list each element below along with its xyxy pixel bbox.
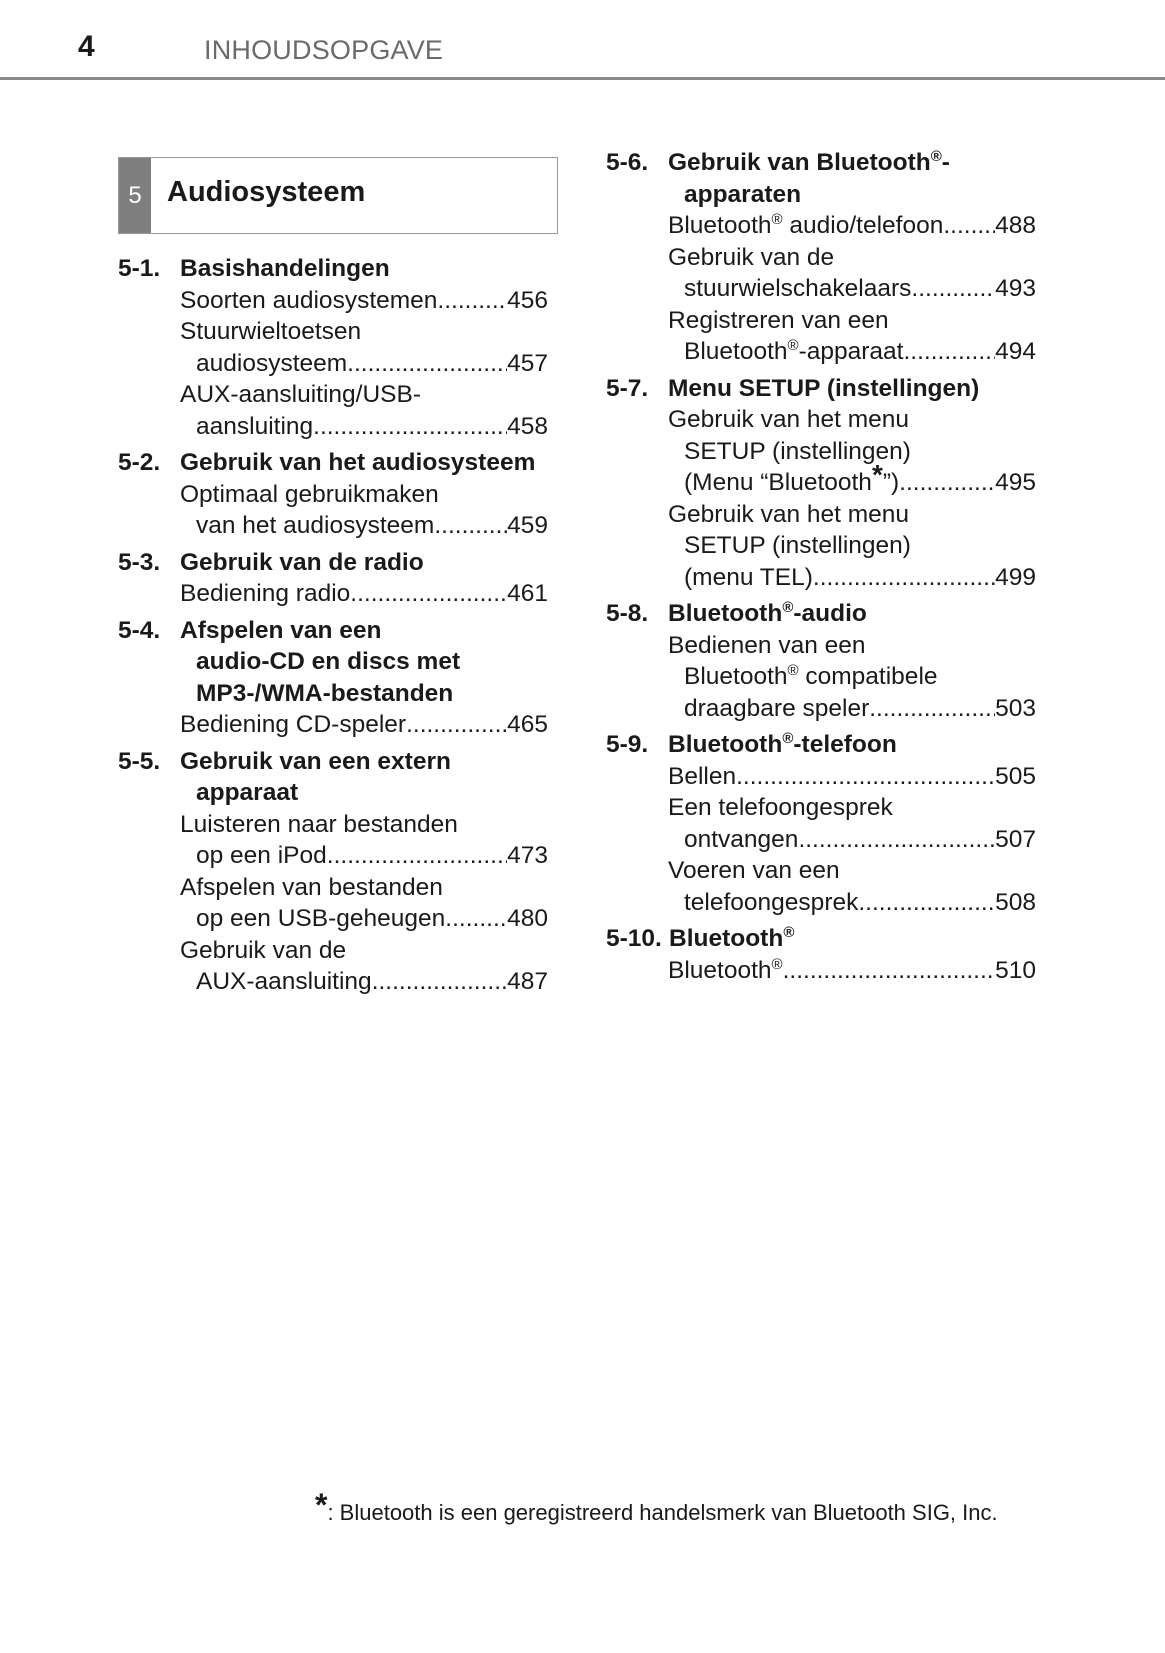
section-number: 5-7. <box>606 374 649 402</box>
entry-text: aansluiting <box>196 412 314 440</box>
toc-section-5-10 <box>606 923 1036 986</box>
registered-mark: ® <box>787 337 799 354</box>
entry-text: stuurwielschakelaars <box>684 275 912 302</box>
header-title: INHOUDSOPGAVE <box>204 35 444 65</box>
registered-mark: ® <box>771 211 783 228</box>
page-ref: 465 <box>507 711 548 738</box>
section-title <box>180 615 548 710</box>
entry-text: Gebruik van de <box>668 243 835 271</box>
entry-text-part: audio/telefoon <box>782 212 944 239</box>
section-number: 5-2. <box>118 449 161 476</box>
leader-dots <box>434 510 507 542</box>
page-ref: 503 <box>995 694 1036 722</box>
section-title: Menu SETUP (instellingen) <box>668 374 980 402</box>
section-title-line: Gebruik van Bluetooth <box>668 149 931 176</box>
page-ref: 461 <box>507 580 548 607</box>
toc-entry[interactable] <box>118 935 548 998</box>
page-ref: 473 <box>507 842 548 869</box>
leader-dots <box>798 824 995 856</box>
entry-text: op een iPod <box>196 842 327 869</box>
entry-text: (menu TEL) <box>684 563 813 591</box>
section-number: 5-9. <box>606 731 649 758</box>
entry-text: Bedienen van een <box>668 631 866 659</box>
entry-text <box>668 210 943 242</box>
entry-text <box>668 661 1036 693</box>
section-title-line: Afspelen van een <box>180 616 382 644</box>
entry-text-part: compatibele <box>798 663 938 690</box>
toc-entry[interactable] <box>118 709 548 741</box>
page-ref: 493 <box>995 275 1036 302</box>
chapter-heading <box>118 157 558 234</box>
toc-entry[interactable] <box>118 479 548 542</box>
leader-dots <box>736 761 995 793</box>
page-ref: 505 <box>995 762 1036 790</box>
entry-text-part: Bluetooth <box>684 663 788 690</box>
entry-text-part: Bluetooth <box>668 956 772 984</box>
toc-entry[interactable] <box>606 955 1036 987</box>
entry-text: Registreren van een <box>668 306 889 334</box>
toc-section-5-1 <box>118 253 548 442</box>
section-title-line: MP3-/WMA-bestanden <box>196 679 454 707</box>
chapter-title: Audiosysteem <box>167 176 366 208</box>
entry-text <box>684 459 900 499</box>
chapter-number: 5 <box>119 158 151 233</box>
section-title-line: apparaten <box>684 180 802 208</box>
entry-text: Soorten audiosystemen <box>180 286 438 314</box>
page-ref: 487 <box>507 968 548 995</box>
page-ref: 508 <box>995 888 1036 916</box>
entry-text: Bediening radio <box>180 580 351 607</box>
section-number: 5-3. <box>118 548 161 576</box>
page-ref: 488 <box>995 212 1036 239</box>
page-number: 4 <box>78 30 95 63</box>
header-divider <box>0 77 1165 80</box>
section-title-part: Bluetooth <box>669 925 784 952</box>
entry-text: Afspelen van bestanden <box>180 873 443 901</box>
toc-right-column <box>606 147 1036 991</box>
footnote <box>315 1487 998 1526</box>
toc-entry[interactable] <box>118 809 548 872</box>
page-ref: 459 <box>507 512 548 539</box>
leader-dots <box>899 467 995 499</box>
entry-text: SETUP (instellingen) <box>684 532 911 559</box>
entry-text <box>684 336 903 368</box>
leader-dots <box>372 966 507 998</box>
leader-dots <box>327 840 507 872</box>
entry-text-part: (Menu “Bluetooth <box>684 469 872 496</box>
entry-text: Stuurwieltoetsen <box>180 318 362 345</box>
page-ref: 458 <box>507 412 548 440</box>
section-title-part: Bluetooth <box>668 731 783 758</box>
toc-entry[interactable] <box>118 872 548 935</box>
toc-section-5-9 <box>606 729 1036 918</box>
entry-text: Bediening CD-speler <box>180 711 407 738</box>
toc-section-5-4 <box>118 615 548 741</box>
toc-entry[interactable] <box>606 305 1036 368</box>
entry-text: Luisteren naar bestanden <box>180 810 458 838</box>
entry-text-part: Bluetooth <box>668 212 772 239</box>
leader-dots <box>903 336 995 368</box>
registered-mark: ® <box>771 955 783 973</box>
leader-dots <box>347 348 507 380</box>
section-title <box>669 923 1036 955</box>
toc-section-5-8 <box>606 598 1036 724</box>
leader-dots <box>813 562 995 594</box>
entry-text: SETUP (instellingen) <box>684 437 911 465</box>
registered-mark: ® <box>782 730 794 747</box>
toc-entry[interactable] <box>606 499 1036 594</box>
section-title-line: - <box>941 149 950 176</box>
toc-entry[interactable] <box>606 792 1036 855</box>
entry-text: AUX-aansluiting <box>196 968 372 995</box>
leader-dots <box>858 887 995 919</box>
page-ref: 507 <box>995 825 1036 853</box>
toc-entry[interactable] <box>606 210 1036 242</box>
section-number: 5-6. <box>606 149 649 176</box>
section-number: 5-1. <box>118 255 161 282</box>
toc-left-column <box>118 253 548 1003</box>
asterisk-mark: * <box>871 459 883 490</box>
entry-text: AUX-aansluiting/USB- <box>180 381 422 408</box>
page-ref: 510 <box>995 956 1036 984</box>
leader-dots <box>350 578 507 610</box>
leader-dots <box>783 955 996 987</box>
entry-text-part: ”) <box>882 469 900 496</box>
registered-mark: ® <box>783 924 795 941</box>
registered-mark: ® <box>787 662 799 679</box>
section-title-part: -telefoon <box>793 731 897 758</box>
leader-dots <box>313 411 507 443</box>
section-title: Gebruik van de radio <box>180 548 424 576</box>
toc-entry[interactable] <box>606 630 1036 725</box>
asterisk-mark: * <box>315 1487 328 1523</box>
entry-text: Optimaal gebruikmaken <box>180 480 439 508</box>
leader-dots <box>911 273 995 305</box>
page-ref: 499 <box>995 563 1036 591</box>
toc-entry[interactable] <box>606 855 1036 918</box>
toc-entry[interactable] <box>118 285 548 317</box>
toc-entry[interactable] <box>118 316 548 379</box>
leader-dots <box>869 693 995 725</box>
footnote-text: : Bluetooth is een geregistreerd handelsmerk van Bluetooth SIG, Inc. <box>327 1500 998 1525</box>
section-number: 5-5. <box>118 747 161 775</box>
section-number: 5-10. <box>606 925 662 952</box>
toc-entry[interactable] <box>606 404 1036 499</box>
section-title <box>668 598 1036 630</box>
entry-text: van het audiosysteem <box>196 512 435 539</box>
toc-section-5-3 <box>118 547 548 610</box>
toc-section-5-2 <box>118 447 548 542</box>
page-ref: 456 <box>507 286 548 314</box>
section-title-line: Gebruik van een extern <box>180 747 451 775</box>
section-title-line: apparaat <box>196 779 299 806</box>
page-ref: 495 <box>995 469 1036 496</box>
entry-text: Voeren van een <box>668 857 840 884</box>
entry-text-part: -apparaat <box>798 338 904 365</box>
section-number: 5-8. <box>606 600 649 627</box>
toc-entry[interactable] <box>606 242 1036 305</box>
page-ref: 457 <box>507 349 548 377</box>
toc-entry[interactable] <box>118 578 548 610</box>
entry-text: Gebruik van het menu <box>668 406 910 433</box>
entry-text: Gebruik van de <box>180 936 347 964</box>
entry-text: Bellen <box>668 762 737 790</box>
entry-text: draagbare speler <box>684 694 870 722</box>
entry-text: telefoongesprek <box>684 888 859 916</box>
toc-section-5-6 <box>606 147 1036 368</box>
section-title <box>180 746 548 809</box>
section-title-part: -audio <box>793 600 867 627</box>
entry-text: Gebruik van het menu <box>668 500 910 528</box>
entry-text: Een telefoongesprek <box>668 794 893 821</box>
toc-section-5-7 <box>606 373 1036 594</box>
section-number: 5-4. <box>118 616 161 644</box>
leader-dots <box>406 709 507 741</box>
entry-text: op een USB-geheugen <box>196 905 446 932</box>
toc-entry[interactable] <box>118 379 548 442</box>
leader-dots <box>437 285 507 317</box>
registered-mark: ® <box>930 148 942 165</box>
registered-mark: ® <box>782 599 794 616</box>
entry-text: audiosysteem <box>196 349 348 377</box>
page-ref: 480 <box>507 905 548 932</box>
toc-entry[interactable] <box>606 761 1036 793</box>
entry-text <box>668 955 783 987</box>
page-ref: 494 <box>995 338 1036 365</box>
section-title <box>668 729 1036 761</box>
section-title-part: Bluetooth <box>668 600 783 627</box>
section-title: Basishandelingen <box>180 255 390 282</box>
entry-text: ontvangen <box>684 825 799 853</box>
section-title: Gebruik van het audiosysteem <box>180 449 536 476</box>
leader-dots <box>445 903 507 935</box>
section-title-line: audio-CD en discs met <box>196 648 461 675</box>
section-title <box>668 147 1036 210</box>
entry-text-part: Bluetooth <box>684 338 788 365</box>
leader-dots <box>943 210 995 242</box>
toc-section-5-5 <box>118 746 548 998</box>
